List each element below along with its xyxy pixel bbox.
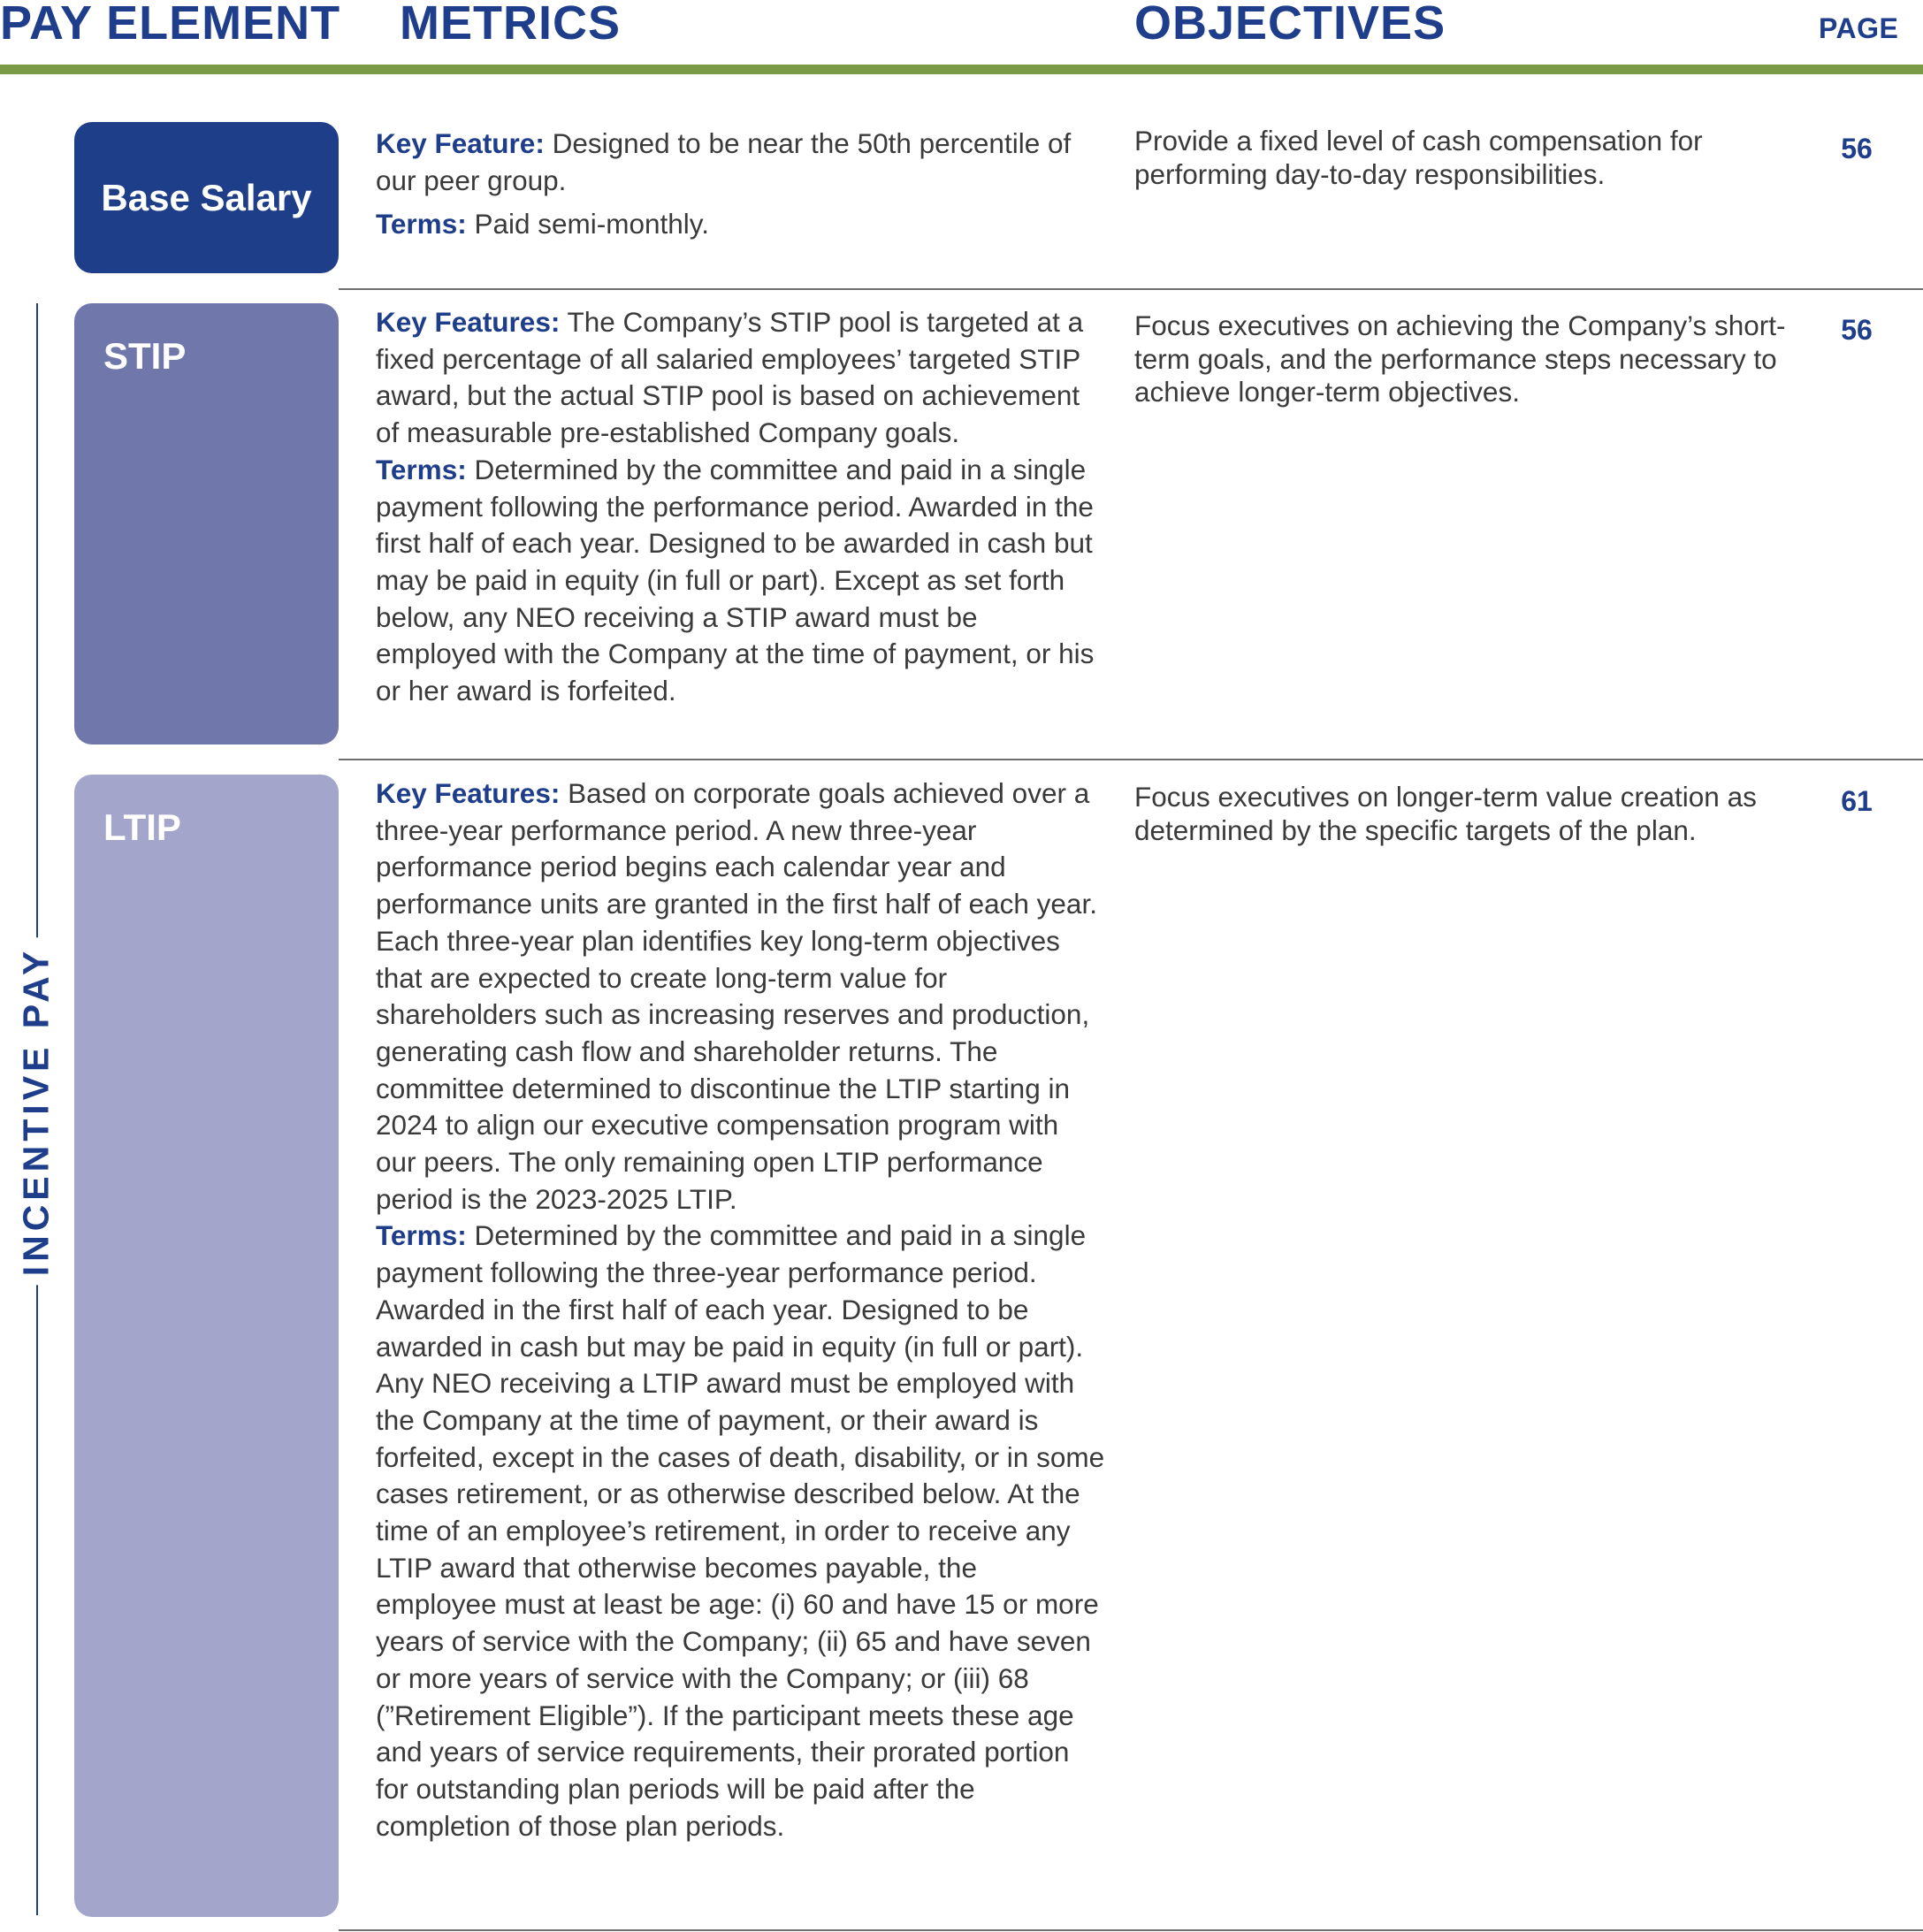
- terms-text: Determined by the committee and paid in a single payment following the performance period. Awarded in the first half of each year. Designed to be awarded in cash but may be paid in equity (in full or part). Except as set forth below, any NEO receiving a STIP award must be employed with the Company at the time of payment, or his or her award is forfeited.: [376, 453, 1095, 707]
- row-divider-3: [339, 1929, 1923, 1931]
- pill-ltip-label: LTIP: [103, 806, 181, 848]
- pill-ltip: [74, 775, 339, 1917]
- pill-base-salary-label: Base Salary: [101, 176, 312, 218]
- key-features-text: Based on corporate goals achieved over a three-year performance period. A new three-year performance period begins each calendar year and performance units are granted in the first half of each year. Each three-year plan identifies key long-term objectives that are expected to create long-term value for shareholders such as increasing reserves and production, generating cash flow and shareholder returns. The committee determined to discontinue the LTIP starting in 2024 to align our executive compensation program with our peers. The only remaining open LTIP performance period is the 2023-2025 LTIP.: [376, 777, 1097, 1215]
- terms-label: Terms:: [376, 208, 467, 241]
- key-features-label: Key Features:: [376, 777, 561, 809]
- base-salary-key-feature: [376, 126, 1105, 199]
- header-divider: [0, 65, 1923, 74]
- header-pay-element: PAY ELEMENT: [0, 0, 341, 50]
- metrics-ltip: [376, 775, 1105, 1844]
- key-feature-label: Key Feature:: [376, 127, 545, 159]
- metrics-stip: [376, 304, 1105, 710]
- ltip-key-features: [376, 775, 1105, 1218]
- terms-label: Terms:: [376, 453, 467, 485]
- row-divider-2: [339, 759, 1923, 760]
- terms-label: Terms:: [376, 1219, 467, 1252]
- metrics-base-salary: [376, 126, 1105, 243]
- pill-stip-label: STIP: [103, 335, 187, 377]
- page-ref-ltip: 61: [1841, 785, 1873, 817]
- side-label-incentive-pay: INCENTIVE PAY: [16, 938, 57, 1286]
- header-page: PAGE: [1819, 12, 1899, 44]
- header-objectives: OBJECTIVES: [1134, 0, 1446, 50]
- objective-ltip: Focus executives on longer-term value creation as determined by the specific targets of the plan.: [1134, 781, 1757, 846]
- terms-text: Paid semi-monthly.: [466, 208, 709, 241]
- key-features-text: The Company’s STIP pool is targeted at a fixed percentage of all salaried employees’ targeted STIP award, but the actual STIP pool is based on achievement of measurable pre-established Company goals.: [376, 306, 1084, 449]
- key-features-label: Key Features:: [376, 306, 561, 338]
- ltip-terms: [376, 1218, 1105, 1844]
- objective-stip: Focus executives on achieving the Company’s short-term goals, and the performance steps necessary to achieve longer-term objectives.: [1134, 309, 1786, 408]
- base-salary-terms: [376, 206, 1105, 243]
- row-divider-1: [339, 288, 1923, 290]
- header-metrics: METRICS: [400, 0, 621, 50]
- stip-terms: [376, 452, 1105, 710]
- pill-stip: [74, 303, 339, 745]
- page-ref-base-salary: 56: [1841, 133, 1873, 164]
- terms-text: Determined by the committee and paid in a single payment following the three-year performance period. Awarded in the first half of each year. Designed to be awarded in cash but may be paid in equity (in full or part). Any NEO receiving a LTIP award must be employed with the Company at the time of payment, or their award is forfeited, except in the cases of death, disability, or in some cases retirement, or as otherwise described below. At the time of an employee’s retirement, in order to receive any LTIP award that otherwise becomes payable, the employee must at least be age: (i) 60 and have 15 or more years of service with the Company; (ii) 65 and have seven or more years of service with the Company; or (iii) 68 (”Retirement Eligible”). If the participant meets these age and years of service requirements, their prorated portion for outstanding plan periods will be paid after the completion of those plan periods.: [376, 1219, 1105, 1842]
- stip-key-features: [376, 304, 1105, 452]
- page-ref-stip: 56: [1841, 314, 1873, 346]
- pill-base-salary: [74, 122, 339, 273]
- objective-base-salary: Provide a fixed level of cash compensation for performing day-to-day responsibilities.: [1134, 125, 1703, 190]
- key-feature-text: Designed to be near the 50th percentile of our peer group.: [376, 127, 1072, 196]
